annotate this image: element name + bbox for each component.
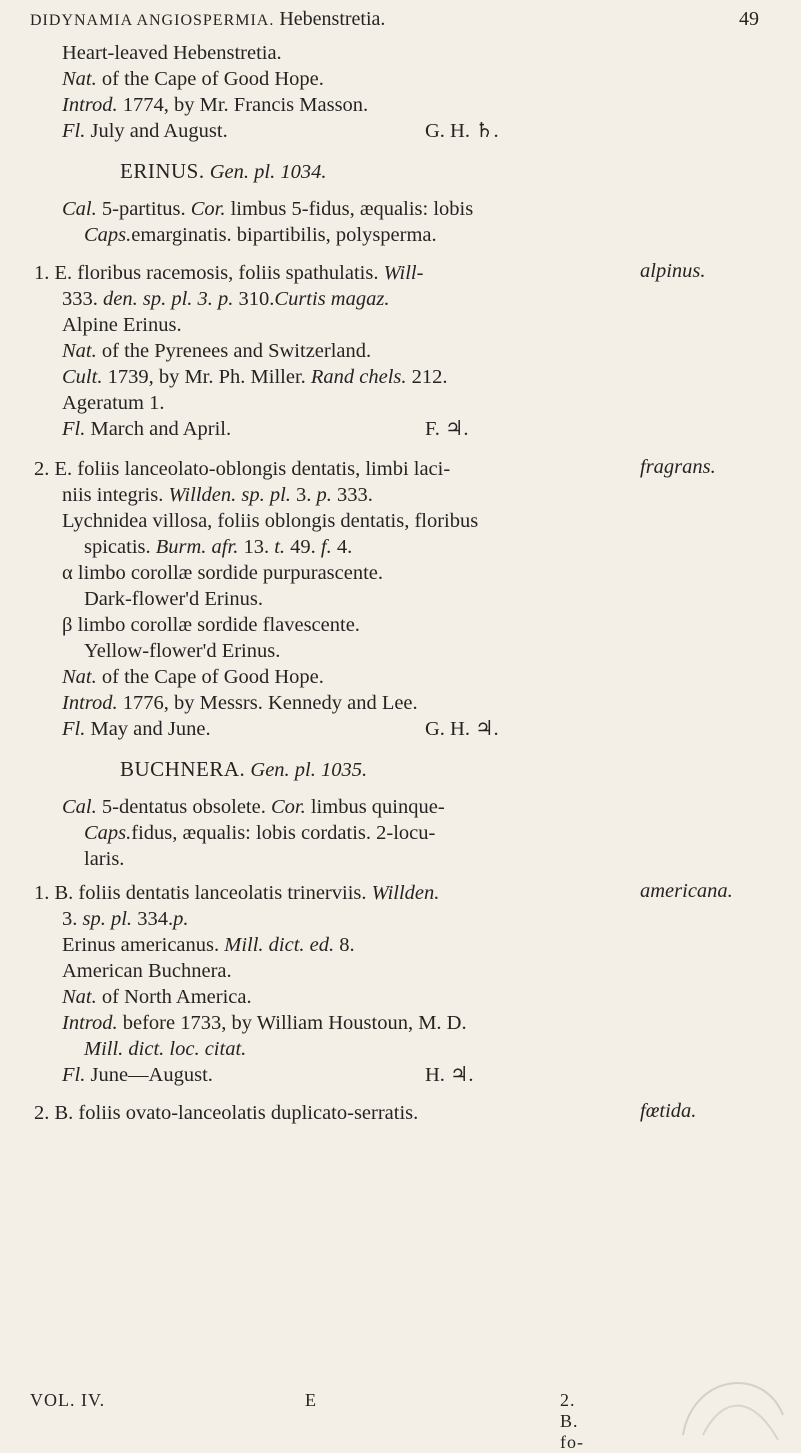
text-line (120, 158, 326, 185)
text-line (62, 612, 360, 638)
line-ref: Willden. (371, 882, 440, 904)
text-line (62, 932, 355, 958)
species-epithet: americana. (640, 880, 733, 902)
line-text: before 1733, by William Houstoun, M. D. (117, 1012, 467, 1034)
text-line (62, 906, 188, 932)
line-ref2: p. (173, 908, 189, 930)
text-line (34, 456, 450, 482)
line-ref: Willden. sp. pl. (168, 484, 291, 506)
text-line (62, 286, 389, 312)
text-line (62, 560, 383, 586)
library-stamp (663, 1355, 793, 1445)
line-label: Cal. (62, 796, 97, 818)
habitat-code: F. ♃. (425, 418, 469, 440)
header-genus: Hebenstretia. (279, 8, 386, 30)
line-label: Fl. (62, 1064, 86, 1086)
line-num: α (62, 562, 73, 584)
text-line (62, 508, 478, 534)
text-line (62, 984, 252, 1010)
text-line (62, 1062, 213, 1088)
text-line (120, 756, 367, 783)
line-text3: 333. (331, 484, 373, 506)
text-line (62, 390, 164, 416)
line-text: 333. (62, 288, 103, 310)
running-header (30, 8, 771, 34)
text-line (84, 1036, 246, 1062)
line-text: Ageratum 1. (62, 392, 165, 414)
line-label: Caps. (84, 224, 132, 246)
line-text: May and June. (85, 718, 211, 740)
line-label: Cult. (62, 366, 103, 388)
line-ref: Burm. afr. (155, 536, 239, 558)
line-text4: 4. (331, 536, 353, 558)
line-text: 1774, by Mr. Francis Masson. (117, 94, 369, 116)
line-text: 1776, by Messrs. Kennedy and Lee. (117, 692, 418, 714)
line-text: Erinus americanus. (62, 934, 225, 956)
catchword: 2. B. fo- (560, 1390, 584, 1452)
line-ref2: Curtis magaz. (274, 288, 390, 310)
line-text2: limbus 5-fidus, æqualis: lobis (225, 198, 474, 220)
line-text: E. foliis lanceolato-oblongis dentatis, limbi laci- (49, 458, 451, 480)
text-line (62, 118, 228, 144)
line-genus: ERINUS. (120, 159, 205, 183)
line-text: emarginatis. (131, 224, 237, 246)
text-line (62, 416, 231, 442)
line-text: 3. (62, 908, 83, 930)
line-label: Introd. (62, 692, 118, 714)
line-label: Nat. (62, 986, 97, 1008)
text-line (34, 1100, 418, 1126)
line-text2: bipartibilis, polysperma. (236, 224, 437, 246)
text-line (62, 958, 232, 984)
line-label: Nat. (62, 666, 97, 688)
text-line (84, 638, 280, 664)
line-ref: den. sp. pl. 3. p. (103, 288, 234, 310)
line-label: Caps. (84, 822, 132, 844)
line-ref: sp. pl. (82, 908, 133, 930)
line-text2: 2-locu- (376, 822, 436, 844)
text-line (62, 794, 445, 820)
line-genus: BUCHNERA. (120, 757, 246, 781)
line-label: Fl. (62, 418, 86, 440)
line-ref: Will- (383, 262, 424, 284)
line-ref3: f. (320, 536, 332, 558)
line-label: Fl. (62, 120, 86, 142)
line-num: 2. (34, 1102, 50, 1124)
text-line (62, 664, 324, 690)
line-text: of North America. (96, 986, 252, 1008)
line-text: Yellow-flower'd Erinus. (84, 640, 281, 662)
text-line (62, 66, 324, 92)
line-text: 5-partitus. (96, 198, 191, 220)
line-text: American Buchnera. (62, 960, 232, 982)
text-line (84, 820, 435, 846)
header-section-title: DIDYNAMIA ANGIOSPERMIA. (30, 12, 275, 29)
line-ref: Gen. pl. 1035. (245, 759, 368, 781)
line-text2: 334. (132, 908, 174, 930)
line-text: limbo corollæ sordide purpurascente. (72, 562, 384, 584)
line-text: 1739, by Mr. Ph. Miller. (102, 366, 311, 388)
line-ref2: t. (274, 536, 286, 558)
line-text2: 13. (238, 536, 275, 558)
habitat-code: H. ♃. (425, 1064, 474, 1086)
line-label: Fl. (62, 718, 86, 740)
text-line (62, 40, 282, 66)
text-line (84, 586, 263, 612)
line-ref: Mill. dict. loc. citat. (84, 1038, 247, 1060)
line-text: limbo corollæ sordide flavescente. (72, 614, 360, 636)
line-text: of the Cape of Good Hope. (96, 666, 324, 688)
line-text: spicatis. (84, 536, 156, 558)
line-num: β (62, 614, 73, 636)
text-line (62, 482, 373, 508)
line-text: Heart-leaved Hebenstretia. (62, 42, 282, 64)
species-epithet: fœtida. (640, 1100, 697, 1122)
text-line (62, 196, 473, 222)
line-num: 1. (34, 882, 50, 904)
line-text: June—August. (85, 1064, 213, 1086)
text-line (62, 312, 182, 338)
line-text: Dark-flower'd Erinus. (84, 588, 264, 610)
line-label: Introd. (62, 94, 118, 116)
habitat-code: G. H. ♄. (425, 120, 499, 142)
text-line (84, 534, 352, 560)
line-text: niis integris. (62, 484, 169, 506)
line-label: Cal. (62, 198, 97, 220)
line-text3: 49. (285, 536, 321, 558)
line-label: Introd. (62, 1012, 118, 1034)
line-label: Nat. (62, 340, 97, 362)
line-text: March and April. (85, 418, 232, 440)
line-text: Alpine Erinus. (62, 314, 182, 336)
text-line (62, 92, 368, 118)
footer (30, 1390, 584, 1452)
line-num: 1. (34, 262, 50, 284)
line-text2: 8. (334, 934, 355, 956)
text-line (84, 222, 437, 248)
line-ref: Mill. dict. ed. (224, 934, 335, 956)
text-line (34, 260, 423, 286)
line-text: Lychnidea villosa, foliis oblongis dentatis, floribus (62, 510, 479, 532)
species-epithet: fragrans. (640, 456, 716, 478)
line-text2: limbus quinque- (305, 796, 445, 818)
line-text2: 3. (290, 484, 317, 506)
line-text: of the Cape of Good Hope. (96, 68, 324, 90)
line-text2: 212. (406, 366, 448, 388)
page-number: 49 (739, 8, 759, 30)
line-text2: 310. (233, 288, 275, 310)
text-line (62, 716, 211, 742)
line-text: of the Pyrenees and Switzerland. (96, 340, 372, 362)
line-label: Nat. (62, 68, 97, 90)
line-text: B. foliis dentatis lanceolatis trinerviis. (49, 882, 372, 904)
volume-label: VOL. IV. (30, 1390, 106, 1410)
text-line (62, 1010, 467, 1036)
text-line (84, 846, 124, 872)
line-num: 2. (34, 458, 50, 480)
line-label2: Cor. (190, 198, 226, 220)
line-ref: Gen. pl. 1034. (204, 161, 327, 183)
line-ref: Rand chels. (310, 366, 407, 388)
line-text: July and August. (85, 120, 228, 142)
text-line (62, 364, 448, 390)
habitat-code: G. H. ♃. (425, 718, 499, 740)
signature-mark: E (305, 1390, 317, 1410)
line-text: fidus, æqualis: lobis cordatis. (131, 822, 377, 844)
line-ref2: p. (316, 484, 332, 506)
text-line (62, 690, 418, 716)
line-label2: Cor. (270, 796, 306, 818)
text-line (62, 338, 371, 364)
line-text: laris. (84, 848, 125, 870)
line-text: 5-dentatus obsolete. (96, 796, 271, 818)
line-text: E. floribus racemosis, foliis spathulatis. (49, 262, 384, 284)
line-text: B. foliis ovato-lanceolatis duplicato-serratis. (49, 1102, 419, 1124)
species-epithet: alpinus. (640, 260, 706, 282)
text-line (34, 880, 439, 906)
